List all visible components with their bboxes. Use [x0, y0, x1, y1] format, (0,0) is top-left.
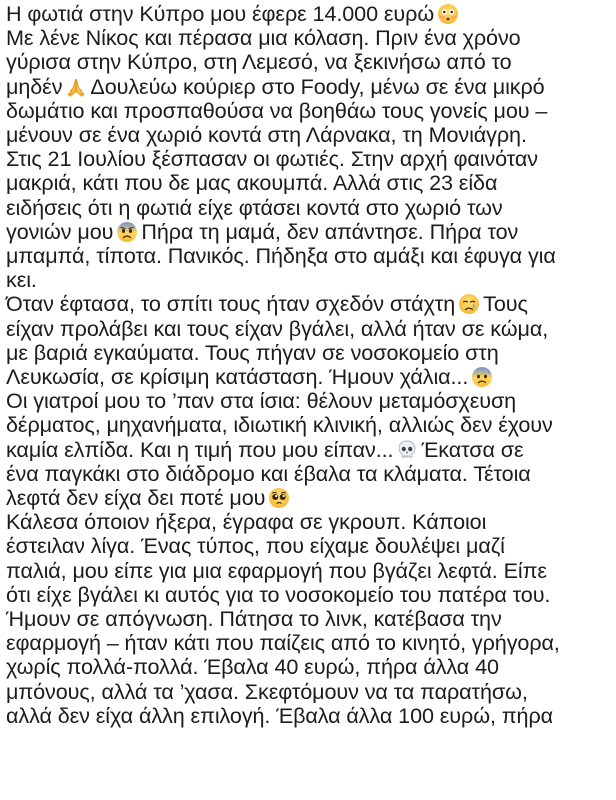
crying-face-icon [458, 293, 480, 315]
post-line: δέρματος, μηχανήματα, ιδιωτική κλινική, αλλιώς δεν έχουν [6, 412, 553, 438]
post-line: ειδήσεις ότι η φωτιά είχε φτάσει κοντά στο χωριό των [6, 194, 503, 220]
post-line: με βαριά εγκαύματα. Τους πήγαν σε νοσοκομείο στη [6, 339, 499, 365]
post-line: Η φωτιά στην Κύπρο μου έφερε 14.000 ευρώ [6, 2, 612, 26]
post-line: Οι γιατροί μου το ’παν στα ίσια: θέλουν μεταμόσχευση [6, 388, 517, 414]
post-line: έστειλαν λίγα. Ένας τύπος, που είχαμε δουλέψει μαζί [6, 533, 505, 559]
folded-hands-icon [65, 76, 87, 98]
post-line: δωμάτιο και προσπαθούσα να βοηθάω τους γονείς μου – [6, 97, 548, 123]
anxious-sweat-face-icon [471, 366, 493, 388]
fearful-face-icon [116, 221, 138, 243]
skull-icon [396, 439, 418, 461]
post-line: μένουν σε ένα χωριό κοντά στη Λάρνακα, τη Μονιάγρη. [6, 122, 527, 148]
post-line: μακριά, κάτι που δε μας ακουμπά. Αλλά στις 23 είδα [6, 170, 498, 196]
post-line: Κάλεσα όποιον ήξερα, έγραφα σε γκρουπ. Κάποιοι [6, 509, 487, 535]
post-line: λεφτά δεν είχα δει ποτέ μου [6, 486, 612, 510]
post-line: μηδέν Δουλεύω κούριερ στο Foody, μένω σε ένα μικρό [6, 73, 545, 99]
post-line: κει. [6, 267, 37, 293]
post-line: Με λένε Νίκος και πέρασα μια κόλαση. Πριν ένα χρόνο [6, 25, 521, 51]
post-line: γονιών μου Πήρα τη μαμά, δεν απάντησε. Πήρα τον [6, 218, 519, 244]
post-line: αλλά δεν είχα άλλη επιλογή. Έβαλα άλλα 100 ευρώ, πήρα [6, 702, 554, 728]
post-body [6, 2, 612, 728]
post-line: παλιά, μου είπε για μια εφαρμογή που βγάζει λεφτά. Είπε [6, 557, 547, 583]
post-line: είχαν προλάβει και τους είχαν βγάλει, αλλά ήταν σε κώμα, [6, 315, 549, 341]
post-line: ότι είχε βγάλει κι αυτός για το νοσοκομείο του πατέρα του. [6, 581, 551, 607]
post-line: Λευκωσία, σε κρίσιμη κατάσταση. Ήμουν χάλια... [6, 365, 612, 389]
pleading-face-icon [268, 487, 290, 509]
post-line: ένα παγκάκι στο διάδρομο και έβαλα τα κλάματα. Τέτοια [6, 460, 531, 486]
post-line: μπόνους, αλλά τα ’χασα. Σκεφτόμουν να τα παρατήσω, [6, 678, 528, 704]
flushed-face-icon [437, 3, 459, 25]
post-line: καμία ελπίδα. Και η τιμή που μου είπαν... Έκατσα σε [6, 436, 524, 462]
post-line: χωρίς πολλά-πολλά. Έβαλα 40 ευρώ, πήρα άλλα 40 [6, 654, 499, 680]
post-line: Όταν έφτασα, το σπίτι τους ήταν σχεδόν στάχτη Τους [6, 291, 528, 317]
post-line: γύρισα στην Κύπρο, στη Λεμεσό, να ξεκινήσω από το [6, 49, 512, 75]
post-line: εφαρμογή – ήταν κάτι που παίζεις από το κινητό, γρήγορα, [6, 630, 560, 656]
post-line: Ήμουν σε απόγνωση. Πάτησα το λινκ, κατέβασα την [6, 606, 502, 632]
post-line: Στις 21 Ιουλίου ξέσπασαν οι φωτιές. Στην αρχή φαινόταν [6, 146, 538, 172]
post-line: μπαμπά, τίποτα. Πανικός. Πήδηξα στο αμάξι και έφυγα για [6, 243, 556, 269]
